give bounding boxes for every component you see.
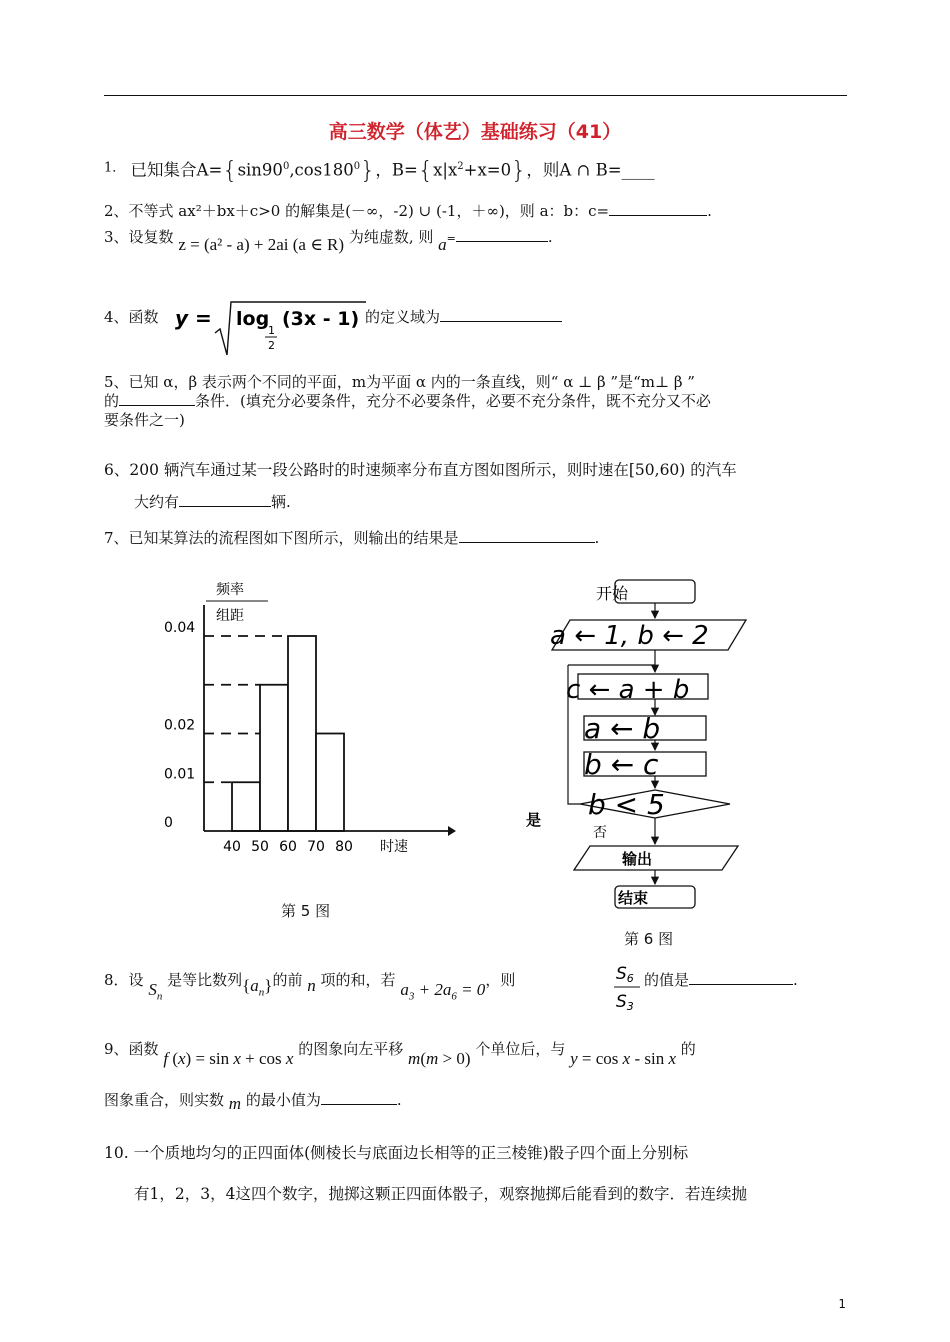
question-9-line-2: 图象重合，则实数 m 的最小值为 .	[104, 1091, 402, 1113]
histogram-bar	[232, 782, 260, 831]
question-9-line-1: 9、函数 f (x) = sin x + cos x 的图象向左平移 m(m > 0) 个单位后，与 y = cos x - sin x 的	[104, 1040, 696, 1068]
x-tick-label: 80	[335, 839, 353, 855]
y-tick-label: 0	[164, 815, 173, 831]
svg-text:y =: y =	[175, 306, 212, 330]
page-number: 1	[838, 1297, 846, 1311]
question-6-line-1: 6、200 辆汽车通过某一段公路时的时速频率分布直方图如图所示，则时速在[50,60) 的汽车	[104, 461, 737, 479]
x-axis-arrow	[448, 826, 456, 836]
question-1: $^{1.}$ 已知集合$A=\{\sin 90^0,\cos 180^0\}$，$B=\{x|x^2+x=0\}$，则A ∩ B=____	[104, 156, 655, 185]
histogram-bar	[260, 685, 288, 831]
question-6-line-2: 大约有 辆.	[134, 493, 291, 511]
step-a-label: a ← b	[584, 712, 661, 745]
question-5-line-2: 的 条件．(填充分必要条件，充分不必要条件，必要不充分条件，既不充分又不必	[104, 392, 711, 410]
y-axis-label-bottom: 组距	[216, 608, 244, 624]
question-5-line-3: 要条件之一)	[104, 411, 185, 429]
s6-over-s3-fraction	[612, 960, 642, 1016]
question-10-line-1: 10. 一个质地均匀的正四面体(侧棱长与底面边长相等的正三棱锥)骰子四个面上分别标	[104, 1144, 689, 1162]
x-tick-label: 40	[223, 839, 241, 855]
page-title: 高三数学（体艺）基础练习（41）	[328, 121, 622, 143]
svg-text:1: 1	[268, 324, 275, 337]
no-label: 否	[593, 825, 607, 841]
answer-blank[interactable]	[609, 201, 707, 216]
question-10-line-2: 有1，2，3，4这四个数字，抛掷这颗正四面体骰子，观察抛掷后能看到的数字．若连续抛	[134, 1185, 747, 1203]
yes-label: 是	[526, 811, 542, 829]
svg-text:S6: S6	[616, 964, 634, 985]
y-tick-label: 0.02	[164, 717, 196, 734]
log-function-formula	[170, 297, 370, 359]
answer-blank[interactable]	[179, 492, 271, 507]
svg-text:log: log	[236, 308, 270, 330]
svg-text:2: 2	[268, 339, 275, 352]
header-rule	[104, 95, 847, 96]
answer-blank[interactable]	[119, 391, 195, 406]
histogram-caption: 第 5 图	[281, 902, 331, 920]
algorithm-flowchart	[520, 572, 760, 917]
question-4: 4、函数	[104, 308, 159, 326]
start-label: 开始	[596, 584, 629, 603]
y-tick-label: 0.04	[164, 620, 196, 636]
histogram-bar	[316, 734, 344, 832]
x-tick-label: 60	[279, 839, 297, 855]
svg-text:S3: S3	[616, 992, 634, 1013]
end-label: 结束	[618, 889, 649, 907]
question-5-line-1: 5、已知 α，β 表示两个不同的平面，m为平面 α 内的一条直线，则“ α ⊥ β ”是“m⊥ β ”	[104, 373, 695, 391]
answer-blank[interactable]	[459, 528, 595, 543]
question-2: 2、不等式 ax²＋bx＋c>0 的解集是(－∞，-2) ∪ (-1，＋∞)，则 a：b：c= .	[104, 202, 712, 220]
step-b-label: b ← c	[584, 748, 659, 781]
init-label: a ← 1, b ← 2	[550, 621, 709, 651]
answer-blank[interactable]	[456, 227, 548, 242]
answer-blank[interactable]	[440, 307, 562, 322]
x-tick-label: 50	[251, 839, 269, 855]
answer-blank[interactable]	[321, 1090, 397, 1105]
answer-blank[interactable]	[689, 970, 793, 985]
y-axis-label-top: 频率	[216, 582, 244, 598]
histogram-bar	[288, 636, 316, 831]
x-axis-label: 时速	[380, 839, 408, 855]
flowchart-caption: 第 6 图	[624, 930, 674, 948]
question-3: 3、设复数 z = (a² - a) + 2ai (a ∈ R) 为纯虚数, 则 a= .	[104, 228, 553, 254]
step-c-label: c ← a + b	[566, 675, 690, 705]
output-label: 输出	[622, 850, 653, 868]
question-8-suffix: 的值是 .	[644, 971, 798, 989]
question-8: 8．设 $S_n$ 是等比数列$\{a_n\}$的前 n 项的和，若 $a_3 + 2a_6 = 0$，则	[104, 971, 516, 1003]
condition-label: b < 5	[588, 788, 665, 821]
x-tick-label: 70	[307, 839, 325, 855]
output-box	[574, 846, 738, 870]
question-7: 7、已知某算法的流程图如下图所示，则输出的结果是 .	[104, 529, 600, 547]
frequency-histogram	[150, 570, 470, 870]
svg-text:(3x - 1): (3x - 1)	[282, 308, 360, 330]
question-4-suffix: 的定义域为	[365, 307, 562, 327]
y-tick-label: 0.01	[164, 766, 196, 783]
